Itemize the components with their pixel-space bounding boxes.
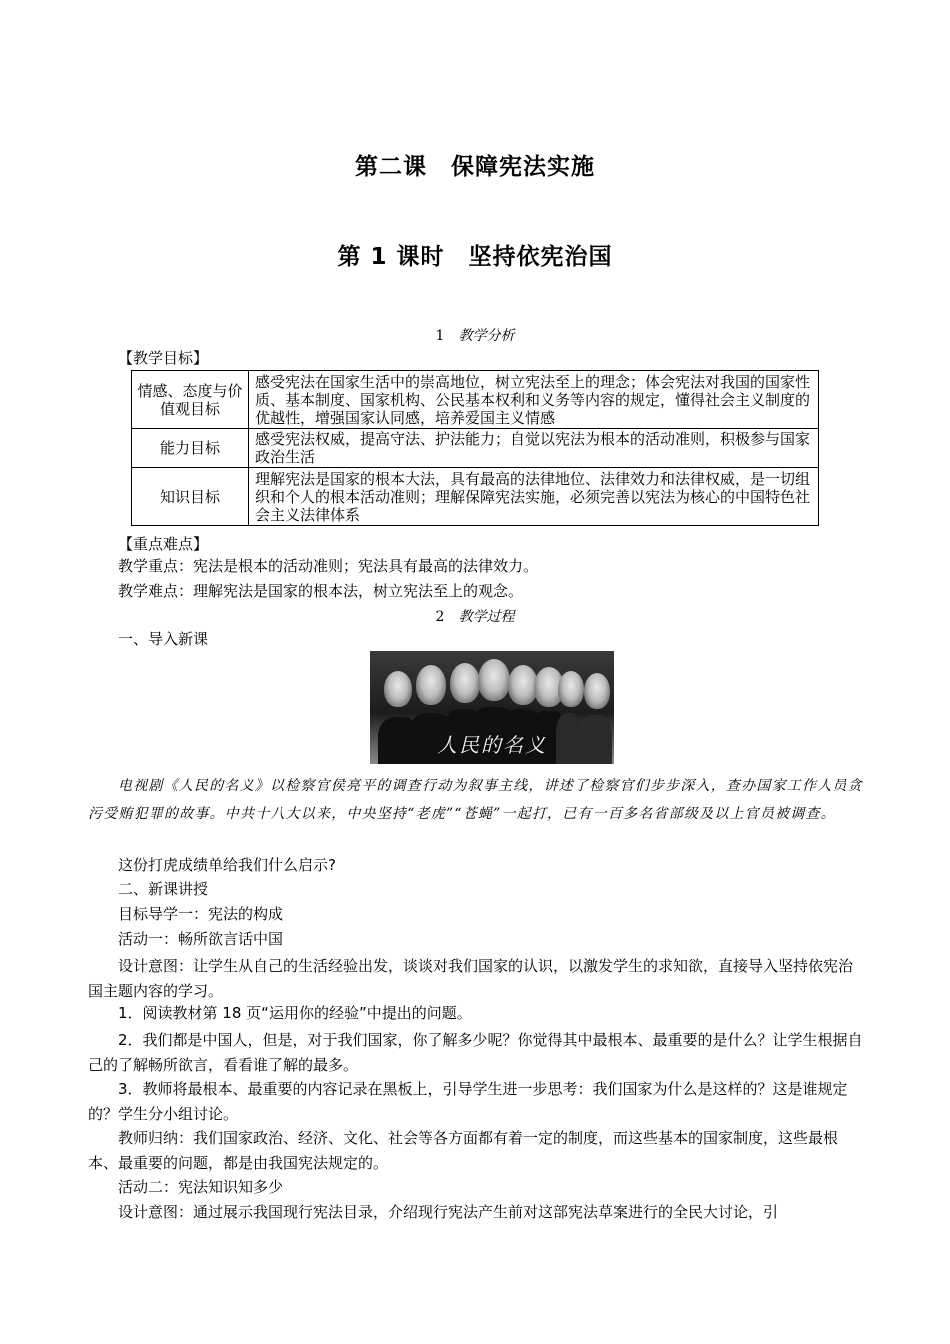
goals-label: 【教学目标】 <box>118 349 209 367</box>
table-key-cell: 知识目标 <box>132 468 249 526</box>
goal-heading-1: 目标导学一：宪法的构成 <box>118 905 284 923</box>
section-heading-process <box>0 606 950 626</box>
face-icon <box>478 659 510 701</box>
activity-heading-2: 活动二：宪法知识知多少 <box>118 1178 284 1196</box>
teaching-focus: 教学重点：宪法是根本的活动准则；宪法具有最高的法律效力。 <box>118 557 539 575</box>
new-lesson-heading: 二、新课讲授 <box>118 880 209 898</box>
face-icon <box>416 665 446 705</box>
table-row <box>132 468 819 526</box>
lesson-title: 第二课 保障宪法实施 <box>355 154 595 180</box>
activity-heading-1: 活动一：畅所欲言话中国 <box>118 930 284 948</box>
drama-poster-image <box>370 651 614 764</box>
teacher-summary: 教师归纳：我们国家政治、经济、文化、社会等各方面都有着一定的制度，而这些基本的国家制度，这些最根本、最重要的问题，都是由我国宪法规定的。 <box>88 1129 839 1172</box>
section-number: 1 <box>435 328 445 344</box>
intro-question: 这份打虎成绩单给我们什么启示? <box>118 856 336 874</box>
keypoints-label: 【重点难点】 <box>118 535 209 553</box>
poster-caption: 人民的名义 <box>437 733 547 757</box>
table-row <box>132 371 819 429</box>
section-heading-analysis <box>0 325 950 345</box>
table-value-cell: 感受宪法在国家生活中的崇高地位，树立宪法至上的理念；体会宪法对我国的国家性质、基本制度、国家机构、公民基本权利和义务等内容的规定，懂得社会主义制度的优越性，增强国家认同感，培养爱国主义情感 <box>249 371 819 429</box>
face-icon <box>558 671 584 707</box>
step-1: 1．阅读教材第 18 页“运用你的经验”中提出的问题。 <box>118 1004 472 1022</box>
step-3: 3．教师将最根本、最重要的内容记录在黑板上，引导学生进一步思考：我们国家为什么是这样的？这是谁规定的？学生分小组讨论。 <box>88 1080 848 1123</box>
story-paragraph: 电视剧《人民的名义》以检察官侯亮平的调查行动为叙事主线，讲述了检察官们步步深入，查办国家工作人员贪污受贿犯罪的故事。中共十八大以来，中央坚持“老虎”“苍蝇”一起打，已有一百多名省部级及以上官员被调查。 <box>88 778 863 822</box>
period-title: 第 1 课时 坚持依宪治国 <box>337 244 613 270</box>
section-label: 教学分析 <box>458 328 515 344</box>
teaching-difficulty: 教学难点：理解宪法是国家的根本法，树立宪法至上的观念。 <box>118 582 524 600</box>
table-key-cell: 情感、态度与价值观目标 <box>132 371 249 429</box>
table-value-cell: 感受宪法权威，提高守法、护法能力；自觉以宪法为根本的活动准则，积极参与国家政治生活 <box>249 429 819 468</box>
design-intent-1: 设计意图：让学生从自己的生活经验出发，谈谈对我们国家的认识，以激发学生的求知欲，直接导入坚持依宪治国主题内容的学习。 <box>88 957 854 1000</box>
section-label: 教学过程 <box>458 609 515 625</box>
face-icon <box>384 671 412 707</box>
face-icon <box>450 663 480 703</box>
table-row <box>132 429 819 468</box>
design-intent-2: 设计意图：通过展示我国现行宪法目录，介绍现行宪法产生前对这部宪法草案进行的全民大讨论，引 <box>118 1203 779 1221</box>
step-2: 2．我们都是中国人，但是，对于我们国家，你了解多少呢？你觉得其中最根本、最重要的是什么？让学生根据自己的了解畅所欲言，看看谁了解的最多。 <box>88 1031 863 1074</box>
table-value-cell: 理解宪法是国家的根本大法，具有最高的法律地位、法律效力和法律权威，是一切组织和个人的根本活动准则；理解保障宪法实施，必须完善以宪法为核心的中国特色社会主义法律体系 <box>249 468 819 526</box>
section-number: 2 <box>435 609 445 625</box>
intro-heading: 一、导入新课 <box>118 630 209 648</box>
table-key-cell: 能力目标 <box>132 429 249 468</box>
goals-table <box>131 370 819 526</box>
face-icon <box>584 673 610 709</box>
